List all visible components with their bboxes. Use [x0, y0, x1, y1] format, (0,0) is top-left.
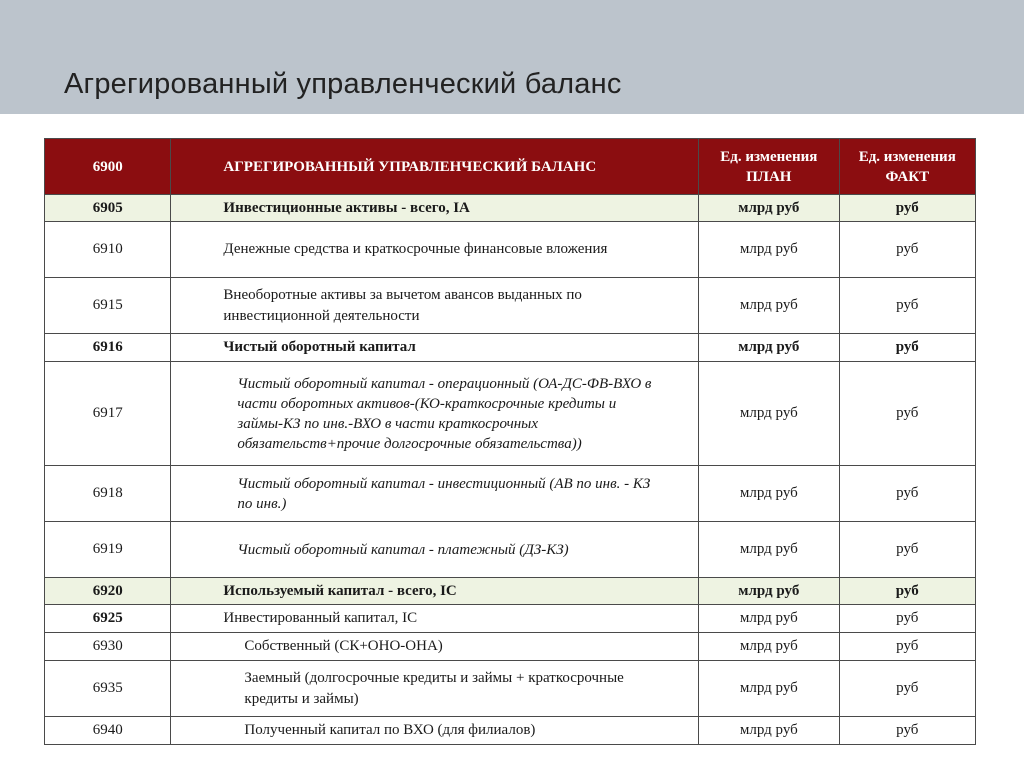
- header-plan: Ед. изменения ПЛАН: [699, 139, 839, 195]
- row-plan: млрд руб: [699, 362, 839, 466]
- header-name: АГРЕГИРОВАННЫЙ УПРАВЛЕНЧЕСКИЙ БАЛАНС: [171, 139, 699, 195]
- row-name: Заемный (долгосрочные кредиты и займы + краткосрочные кредиты и займы): [171, 661, 699, 717]
- row-code: 6905: [45, 195, 171, 222]
- row-plan: млрд руб: [699, 466, 839, 522]
- row-fact: руб: [839, 633, 975, 661]
- row-fact: руб: [839, 222, 975, 278]
- row-name: Внеоборотные активы за вычетом авансов выданных по инвестиционной деятельности: [171, 278, 699, 334]
- table-row: [45, 362, 976, 466]
- table-header-row: [45, 139, 976, 195]
- row-name: Чистый оборотный капитал - платежный (ДЗ-КЗ): [171, 522, 699, 578]
- table-row: [45, 278, 976, 334]
- row-plan: млрд руб: [699, 195, 839, 222]
- table-row: [45, 195, 976, 222]
- row-fact: руб: [839, 717, 975, 745]
- row-code: 6920: [45, 578, 171, 605]
- slide-title: Агрегированный управленческий баланс: [64, 68, 622, 100]
- row-name: Чистый оборотный капитал - инвестиционный (АВ по инв. - КЗ по инв.): [171, 466, 699, 522]
- row-code: 6935: [45, 661, 171, 717]
- row-fact: руб: [839, 466, 975, 522]
- table-row: [45, 466, 976, 522]
- row-plan: млрд руб: [699, 578, 839, 605]
- row-fact: руб: [839, 522, 975, 578]
- row-code: 6925: [45, 605, 171, 633]
- row-code: 6916: [45, 334, 171, 362]
- row-fact: руб: [839, 578, 975, 605]
- table-row: [45, 578, 976, 605]
- row-plan: млрд руб: [699, 522, 839, 578]
- row-name: Собственный (СК+ОНО-ОНА): [171, 633, 699, 661]
- row-plan: млрд руб: [699, 278, 839, 334]
- row-code: 6918: [45, 466, 171, 522]
- row-fact: руб: [839, 278, 975, 334]
- table-row: [45, 522, 976, 578]
- header-code: 6900: [45, 139, 171, 195]
- row-name: Чистый оборотный капитал - операционный (ОА-ДС-ФВ-ВХО в части оборотных активов-(КО-краткосрочные кредиты и займы-КЗ по инв.-ВХО в части краткосрочных обязательств+прочие долгосрочные обязательства)): [171, 362, 699, 466]
- row-plan: млрд руб: [699, 661, 839, 717]
- row-fact: руб: [839, 195, 975, 222]
- balance-table: [44, 138, 976, 745]
- table-row: [45, 334, 976, 362]
- row-plan: млрд руб: [699, 334, 839, 362]
- row-name: Полученный капитал по ВХО (для филиалов): [171, 717, 699, 745]
- table-row: [45, 222, 976, 278]
- row-code: 6940: [45, 717, 171, 745]
- row-fact: руб: [839, 605, 975, 633]
- row-code: 6919: [45, 522, 171, 578]
- row-name: Инвестированный капитал, IC: [171, 605, 699, 633]
- header-fact: Ед. изменения ФАКТ: [839, 139, 975, 195]
- table-row: [45, 605, 976, 633]
- row-fact: руб: [839, 334, 975, 362]
- row-name: Чистый оборотный капитал: [171, 334, 699, 362]
- table-row: [45, 661, 976, 717]
- row-code: 6917: [45, 362, 171, 466]
- row-code: 6915: [45, 278, 171, 334]
- row-code: 6910: [45, 222, 171, 278]
- row-name: Денежные средства и краткосрочные финансовые вложения: [171, 222, 699, 278]
- table-row: [45, 633, 976, 661]
- row-fact: руб: [839, 362, 975, 466]
- row-fact: руб: [839, 661, 975, 717]
- row-plan: млрд руб: [699, 633, 839, 661]
- table-row: [45, 717, 976, 745]
- row-plan: млрд руб: [699, 222, 839, 278]
- row-plan: млрд руб: [699, 717, 839, 745]
- row-name: Используемый капитал - всего, IC: [171, 578, 699, 605]
- row-code: 6930: [45, 633, 171, 661]
- row-name: Инвестиционные активы - всего, IA: [171, 195, 699, 222]
- row-plan: млрд руб: [699, 605, 839, 633]
